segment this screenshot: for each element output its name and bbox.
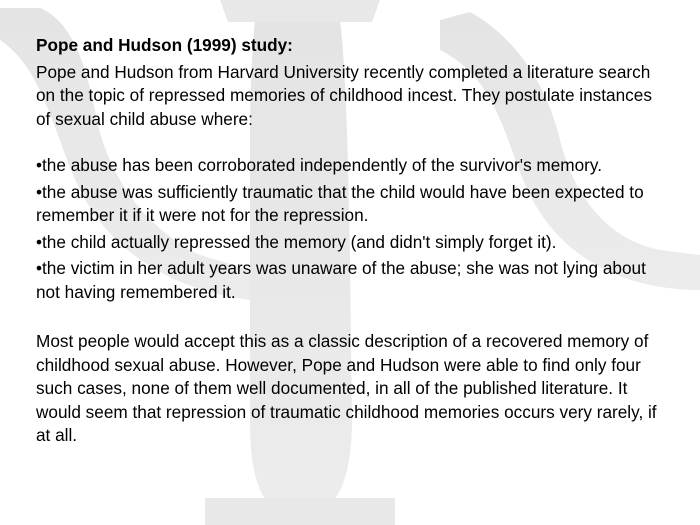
slide-title: Pope and Hudson (1999) study: (36, 35, 293, 55)
intro-paragraph: Pope and Hudson from Harvard University recently completed a literature search on the topic of repressed memories of childhood incest. They postulate instances of sexual child abuse where: (36, 61, 652, 129)
bullet-text: the abuse was sufficiently traumatic that the child would have been expected to remember it if it were not for the repression. (36, 181, 644, 225)
bullet-icon: • (36, 231, 43, 252)
slide-content (36, 34, 666, 448)
bullet-list (36, 154, 666, 304)
bullet-item (36, 154, 666, 178)
conclusion-paragraph: Most people would accept this as a classic description of a recovered memory of childhood sexual abuse. However, Pope and Hudson were able to find only four such cases, none of them well documented, in all of the published literature. It would seem that repression of traumatic childhood memories occurs very rarely, if at all. (36, 331, 657, 445)
bullet-text: the victim in her adult years was unaware of the abuse; she was not lying about not having remembered it. (36, 258, 646, 302)
bullet-icon: • (36, 155, 43, 175)
bullet-item (36, 257, 666, 304)
bullet-icon: • (36, 258, 43, 278)
bullet-item (36, 181, 666, 228)
bullet-icon: • (36, 181, 43, 202)
spacer (36, 307, 666, 330)
bullet-text: the child actually repressed the memory (and didn't simply forget it). (42, 231, 557, 252)
spacer (36, 131, 666, 154)
bullet-text: the abuse has been corroborated independently of the survivor's memory. (42, 155, 603, 175)
bullet-item (36, 231, 666, 255)
